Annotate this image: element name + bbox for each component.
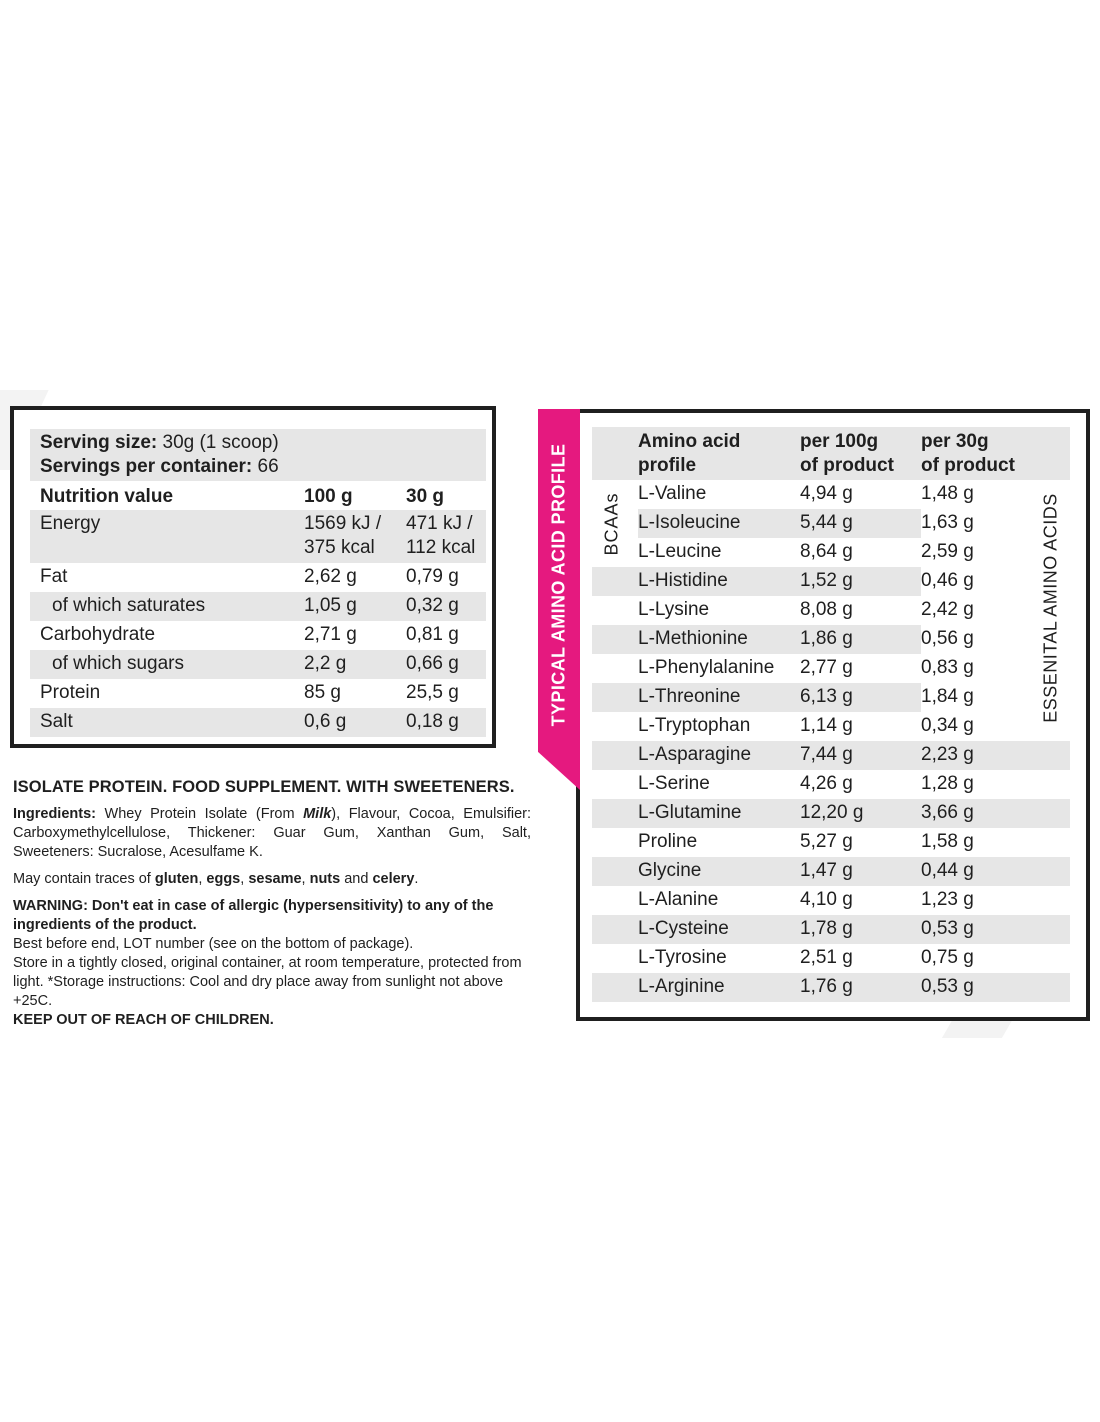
amino-name: L-Threonine (638, 683, 800, 712)
amino-value-30g: 2,59 g (921, 541, 974, 562)
nutrient-name: Fat (40, 566, 68, 587)
traces-end: . (414, 871, 419, 887)
amino-value-100g: 4,10 g (800, 889, 853, 910)
traces-sep: , (240, 871, 249, 887)
nutrient-value-30g: 0,79 g (406, 566, 459, 587)
allergen-celery: celery (372, 871, 415, 887)
amino-acid-table (592, 427, 1070, 1002)
allergen-sesame: sesame (248, 871, 302, 887)
amino-row (592, 770, 1070, 799)
amino-value-30g: 0,75 g (921, 947, 974, 968)
serving-size-row (30, 429, 486, 481)
amino-name: L-Isoleucine (638, 509, 800, 538)
amino-row (592, 886, 1070, 915)
amino-value-100g: 1,47 g (800, 857, 921, 886)
traces-sep: , (301, 871, 310, 887)
amino-value-30g: 1,58 g (921, 831, 974, 852)
nutrition-header-100g: 100 g (304, 486, 353, 507)
amino-row (592, 915, 1070, 944)
amino-row (592, 973, 1070, 1002)
amino-value-100g: 5,44 g (800, 509, 921, 538)
nutrient-value-30g-kcal: 112 kcal (406, 537, 476, 558)
nutrition-facts-box (10, 406, 496, 748)
nutrient-value-100g: 2,62 g (304, 566, 357, 587)
amino-row (592, 654, 1070, 683)
amino-header-name: Amino acid (638, 431, 741, 452)
amino-value-100g: 1,52 g (800, 567, 921, 596)
best-before-text: Best before end, LOT number (see on the bottom of package). (13, 936, 414, 952)
amino-value-30g: 1,84 g (921, 686, 974, 707)
nutrition-row-carbohydrate (30, 621, 486, 650)
amino-name: L-Valine (638, 483, 707, 504)
nutrient-value-30g: 471 kJ / (406, 513, 473, 534)
amino-value-30g: 0,34 g (921, 715, 974, 736)
ingredients-label: Ingredients: (13, 806, 96, 822)
amino-header-row (592, 427, 1070, 480)
nutrition-row-protein (30, 679, 486, 708)
amino-name: L-Phenylalanine (638, 657, 775, 678)
nutrient-name: Energy (30, 510, 294, 563)
nutrient-value-100g: 0,6 g (294, 708, 396, 737)
amino-name: L-Histidine (638, 567, 800, 596)
keep-out-text: KEEP OUT OF REACH OF CHILDREN. (13, 1012, 274, 1028)
amino-row (592, 596, 1070, 625)
amino-name: L-Leucine (638, 541, 722, 562)
bcaa-label: BCAAs (601, 492, 622, 556)
amino-value-30g: 1,48 g (921, 483, 974, 504)
amino-value-30g: 0,56 g (921, 628, 974, 649)
amino-row (592, 741, 1070, 770)
nutrition-header-row (30, 481, 486, 510)
amino-name: Proline (638, 831, 698, 852)
amino-value-100g: 7,44 g (800, 741, 921, 770)
nutrition-row-fat (30, 563, 486, 592)
nutrient-name: Carbohydrate (40, 624, 156, 645)
amino-row (592, 625, 1070, 654)
amino-row (592, 480, 1070, 509)
amino-profile-tab-label: TYPICAL AMINO ACID PROFILE (548, 443, 569, 727)
amino-row (592, 567, 1070, 596)
amino-value-30g: 1,28 g (921, 773, 974, 794)
nutrient-name: of which saturates (30, 592, 294, 621)
amino-name: L-Glutamine (638, 799, 800, 828)
nutrition-row-sugars (30, 650, 486, 679)
nutrient-name: Protein (40, 682, 101, 703)
product-info (13, 778, 531, 1030)
amino-value-30g: 0,83 g (921, 657, 974, 678)
nutrition-header-name: Nutrition value (40, 486, 174, 507)
amino-value-30g: 0,44 g (921, 857, 1070, 886)
amino-value-100g: 2,77 g (800, 657, 853, 678)
amino-name: L-Tryptophan (638, 715, 751, 736)
amino-value-30g: 1,63 g (921, 512, 974, 533)
nutrient-value-30g: 0,32 g (396, 592, 486, 621)
essential-amino-label: ESSENITAL AMINO ACIDS (1040, 493, 1061, 723)
amino-value-100g: 1,14 g (800, 715, 853, 736)
nutrient-value-30g: 0,81 g (406, 624, 459, 645)
nutrient-name: of which sugars (30, 650, 294, 679)
amino-header-name-2: profile (638, 455, 697, 476)
amino-value-100g: 12,20 g (800, 799, 921, 828)
amino-value-100g: 6,13 g (800, 683, 921, 712)
amino-value-100g: 1,78 g (800, 915, 921, 944)
product-title: ISOLATE PROTEIN. FOOD SUPPLEMENT. WITH SWEETENERS. (13, 778, 515, 796)
serving-size-label: Serving size: (40, 432, 158, 453)
amino-value-100g: 4,94 g (800, 483, 853, 504)
amino-value-100g: 1,76 g (800, 973, 921, 1002)
nutrient-value-100g: 85 g (304, 682, 341, 703)
amino-header-100g: per 100g (800, 431, 879, 452)
ingredients-text-1: Whey Protein Isolate (From (95, 806, 304, 822)
amino-name: L-Tyrosine (638, 947, 727, 968)
nutrient-value-100g-kcal: 375 kcal (304, 537, 375, 558)
ingredients-text-2: ), Flavour, Cocoa, Emulsifier: Carboxymethylcellulose, Thickener: Guar Gum, Xanthan Gum, Salt, Sweeteners: Sucralose, Acesulfame K. (13, 806, 531, 860)
amino-name: L-Alanine (638, 889, 719, 910)
amino-name: L-Asparagine (638, 741, 800, 770)
amino-name: L-Cysteine (638, 915, 800, 944)
amino-header-30g: per 30g (921, 431, 989, 452)
amino-row (592, 683, 1070, 712)
servings-per-container-value: 66 (252, 456, 279, 477)
amino-row (592, 828, 1070, 857)
amino-value-30g: 0,53 g (921, 973, 1070, 1002)
amino-row (592, 944, 1070, 973)
nutrient-value-100g: 2,71 g (304, 624, 357, 645)
amino-name: L-Serine (638, 773, 710, 794)
amino-row (592, 857, 1070, 886)
amino-header-30g-2: of product (921, 455, 1015, 476)
nutrition-row-salt (30, 708, 486, 737)
amino-value-100g: 8,08 g (800, 599, 853, 620)
ingredient-milk: Milk (303, 806, 332, 822)
amino-header-100g-2: of product (800, 455, 894, 476)
traces-sep: , (198, 871, 207, 887)
nutrition-row-saturates (30, 592, 486, 621)
amino-name: L-Arginine (638, 973, 800, 1002)
amino-value-100g: 1,86 g (800, 625, 921, 654)
nutrition-row-energy (30, 510, 486, 563)
nutrition-header-30g: 30 g (406, 486, 445, 507)
nutrient-value-30g: 25,5 g (406, 682, 459, 703)
amino-value-100g: 4,26 g (800, 773, 853, 794)
nutrient-value-100g: 2,2 g (294, 650, 396, 679)
traces-sep: and (340, 871, 373, 887)
amino-value-30g: 0,46 g (921, 570, 974, 591)
traces-prefix: May contain traces of (13, 871, 155, 887)
nutrient-value-100g: 1569 kJ / (304, 513, 382, 534)
amino-value-30g: 0,53 g (921, 915, 1070, 944)
amino-value-100g: 8,64 g (800, 541, 853, 562)
amino-value-30g: 3,66 g (921, 799, 1070, 828)
servings-per-container-label: Servings per container: (40, 456, 253, 477)
nutrient-value-30g: 0,66 g (396, 650, 486, 679)
amino-row (592, 538, 1070, 567)
ingredients-paragraph (13, 805, 531, 862)
nutrient-value-100g: 1,05 g (294, 592, 396, 621)
amino-value-30g: 2,42 g (921, 599, 974, 620)
amino-value-100g: 2,51 g (800, 947, 853, 968)
traces-paragraph (13, 870, 531, 889)
amino-name: L-Methionine (638, 625, 800, 654)
allergen-gluten: gluten (154, 871, 199, 887)
storage-text: Store in a tightly closed, original container, at room temperature, protected from light. *Storage instructions: Cool and dry place away from sunlight not above +25C. (13, 955, 522, 1009)
allergen-eggs: eggs (206, 871, 241, 887)
amino-row (592, 509, 1070, 538)
nutrient-value-30g: 0,18 g (396, 708, 486, 737)
amino-value-30g: 1,23 g (921, 889, 974, 910)
amino-name: Glycine (638, 857, 800, 886)
allergen-nuts: nuts (309, 871, 341, 887)
nutrient-name: Salt (30, 708, 294, 737)
amino-value-100g: 5,27 g (800, 831, 853, 852)
amino-name: L-Lysine (638, 599, 710, 620)
amino-row (592, 799, 1070, 828)
serving-size-value: 30g (1 scoop) (157, 432, 279, 453)
nutrition-table (30, 429, 486, 737)
amino-row (592, 712, 1070, 741)
warning-text: WARNING: Don't eat in case of allergic (hypersensitivity) to any of the ingredients of the product. (13, 898, 494, 933)
amino-value-30g: 2,23 g (921, 741, 1070, 770)
